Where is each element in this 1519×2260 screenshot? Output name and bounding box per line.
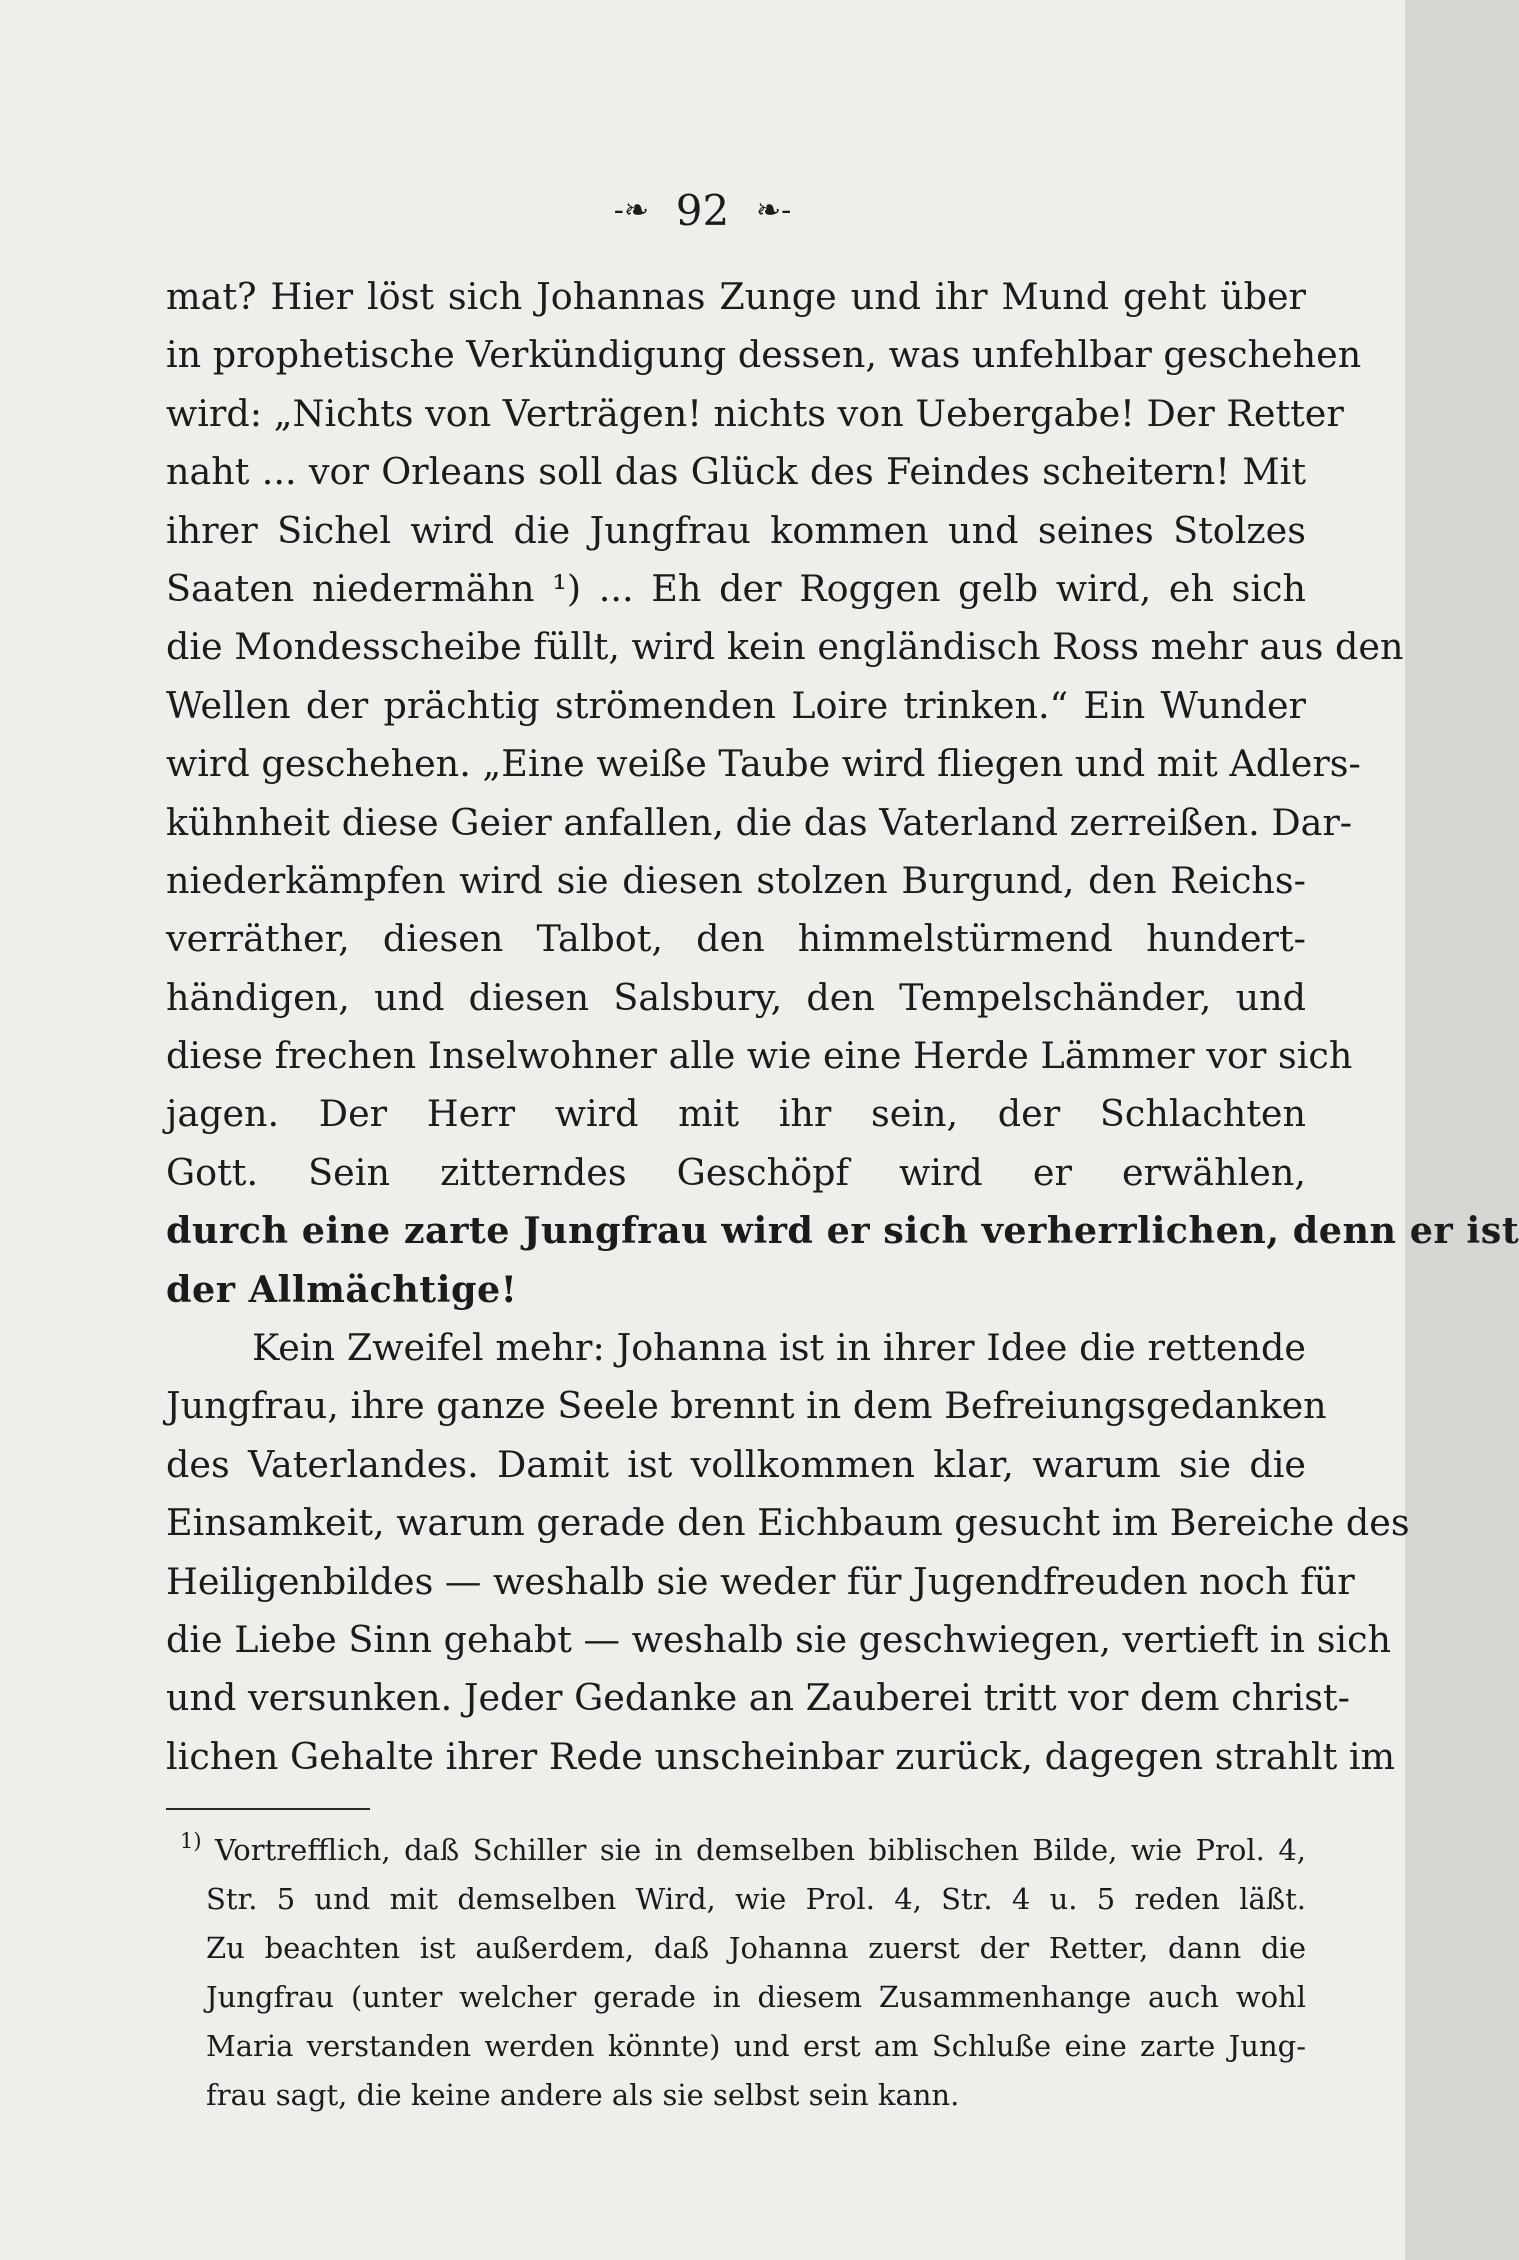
footnote-marker: 1)	[180, 1829, 202, 1853]
text-line: niederkämpfen wird sie diesen stolzen Burgund, den Reichs-	[166, 858, 1306, 902]
text-line: die Mondesscheibe füllt, wird kein engländisch Ross mehr aus den	[166, 625, 1404, 669]
text-line: kühnheit diese Geier anfallen, die das Vaterland zerreißen. Dar-	[166, 800, 1353, 844]
text-line: in prophetische Verkündigung dessen, was unfehlbar geschehen	[166, 333, 1362, 377]
text-line: diese frechen Inselwohner alle wie eine Herde Lämmer vor sich	[166, 1034, 1353, 1078]
text-line-bold: durch eine zarte Jungfrau wird er sich verherrlichen, denn er ist	[166, 1209, 1519, 1253]
text-line: ihrer Sichel wird die Jungfrau kommen und seines Stolzes	[166, 508, 1306, 552]
text-line: wird: „Nichts von Verträgen! nichts von Uebergabe! Der Retter	[166, 391, 1344, 435]
text-line: Gott. Sein zitterndes Geschöpf wird er erwählen,	[166, 1150, 1306, 1194]
text-line: und versunken. Jeder Gedanke an Zauberei tritt vor dem christ-	[166, 1676, 1350, 1720]
footnote-line-first	[180, 1826, 1306, 1875]
footnote-text: Vortrefflich, daß Schiller sie in demselben biblischen Bilde, wie Prol. 4,	[215, 1833, 1306, 1867]
ornament-left-icon: -❧	[613, 193, 650, 228]
page-header	[0, 178, 1405, 241]
footnote-line: Str. 5 und mit demselben Wird, wie Prol. 4, Str. 4 u. 5 reden läßt.	[206, 1882, 1306, 1916]
text-line: Wellen der prächtig strömenden Loire trinken.“ Ein Wunder	[166, 683, 1306, 727]
footnote-line: Maria verstanden werden könnte) und erst am Schluße eine zarte Jung-	[206, 2029, 1306, 2063]
text-line: verräther, diesen Talbot, den himmelstürmend hundert-	[166, 917, 1306, 961]
paragraph-start-line: Kein Zweifel mehr: Johanna ist in ihrer Idee die rettende	[252, 1326, 1306, 1370]
text-line: mat? Hier löst sich Johannas Zunge und ihr Mund geht über	[166, 275, 1306, 318]
text-line: Einsamkeit, warum gerade den Eichbaum gesucht im Bereiche des	[166, 1501, 1410, 1545]
footnote-divider	[166, 1808, 370, 1810]
page-number: 92	[675, 186, 730, 235]
text-line: lichen Gehalte ihrer Rede unscheinbar zurück, dagegen strahlt im	[166, 1734, 1396, 1778]
text-line-bold: der Allmächtige!	[166, 1267, 518, 1311]
text-line: Saaten niedermähn ¹) ... Eh der Roggen gelb wird, eh sich	[166, 566, 1306, 610]
text-line: wird geschehen. „Eine weiße Taube wird fliegen und mit Adlers-	[166, 742, 1361, 786]
text-line: die Liebe Sinn gehabt — weshalb sie geschwiegen, vertieft in sich	[166, 1617, 1392, 1661]
footnote-line: Zu beachten ist außerdem, daß Johanna zuerst der Retter, dann die	[206, 1931, 1306, 1965]
text-line: Heiligenbildes — weshalb sie weder für Jugendfreuden noch für	[166, 1559, 1355, 1603]
text-line: des Vaterlandes. Damit ist vollkommen klar, warum sie die	[166, 1442, 1306, 1486]
text-line: händigen, und diesen Salsbury, den Tempelschänder, und	[166, 975, 1306, 1019]
text-line: naht ... vor Orleans soll das Glück des Feindes scheitern! Mit	[166, 450, 1306, 494]
text-line: jagen. Der Herr wird mit ihr sein, der Schlachten	[166, 1092, 1306, 1136]
footnote-line: frau sagt, die keine andere als sie selbst sein kann.	[206, 2078, 960, 2112]
footnote	[180, 1826, 1306, 2120]
ornament-right-icon: ❧-	[755, 193, 792, 228]
text-line: Jungfrau, ihre ganze Seele brennt in dem Befreiungsgedanken	[166, 1384, 1327, 1428]
footnote-line: Jungfrau (unter welcher gerade in diesem Zusammenhange auch wohl	[206, 1980, 1306, 2014]
body-text	[166, 268, 1519, 1786]
